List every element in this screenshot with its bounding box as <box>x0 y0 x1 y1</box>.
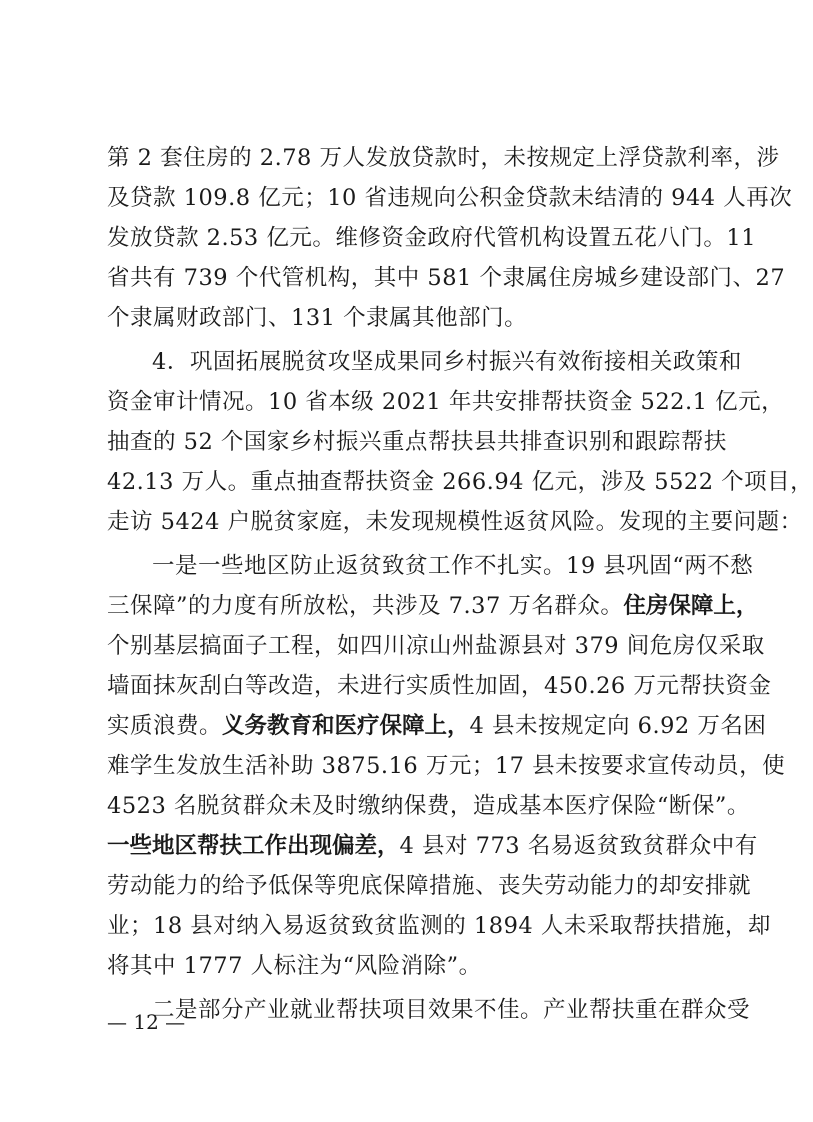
text-line <box>107 178 793 218</box>
text-segment: 个别基层搞面子工程，如四川凉山州盐源县对 379 间危房仅采取 <box>107 633 765 659</box>
text-segment: 4．巩固拓展脱贫攻坚成果同乡村振兴有效衔接相关政策和 <box>152 349 742 375</box>
text-line <box>107 382 785 422</box>
text-segment: 资金审计情况。10 省本级 2021 年共安排帮扶资金 522.1 亿元， <box>107 389 785 415</box>
text-line <box>152 990 751 1030</box>
text-line <box>107 746 786 786</box>
text-segment: 业；18 县对纳入易返贫致贫监测的 1894 人未采取帮扶措施，却 <box>107 913 771 939</box>
text-segment: 42.13 万人。重点抽查帮扶资金 266.94 亿元，涉及 5522 个项目， <box>107 469 813 495</box>
text-line <box>107 706 767 746</box>
text-line <box>107 586 759 626</box>
text-segment: 4523 名脱贫群众未及时缴纳保费，造成基本医疗保险“断保”。 <box>107 793 750 819</box>
text-segment: 墙面抹灰刮白等改造，未进行实质性加固，450.26 万元帮扶资金 <box>107 673 772 699</box>
text-segment: 二是部分产业就业帮扶项目效果不佳。产业帮扶重在群众受 <box>152 997 751 1023</box>
text-line <box>107 298 687 338</box>
text-line <box>107 906 771 946</box>
text-segment: 抽查的 52 个国家乡村振兴重点帮扶县共排查识别和跟踪帮扶 <box>107 429 727 455</box>
text-line <box>152 546 754 586</box>
text-segment: 4 县对 773 名易返贫致贫群众中有 <box>399 833 758 859</box>
text-segment: 发放贷款 2.53 亿元。维修资金政府代管机构设置五花八门。11 <box>107 225 757 251</box>
text-segment: 个隶属财政部门、131 个隶属其他部门。 <box>107 305 528 331</box>
text-segment: 走访 5424 户脱贫家庭，未发现规模性返贫风险。发现的主要问题： <box>107 509 803 535</box>
text-line <box>107 626 765 666</box>
text-line <box>107 946 687 986</box>
text-line <box>107 786 750 826</box>
text-segment: 及贷款 109.8 亿元；10 省违规向公积金贷款未结清的 944 人再次 <box>107 185 793 211</box>
bold-heading-text: 住房保障上， <box>623 593 759 619</box>
text-line <box>107 258 786 298</box>
text-line <box>107 502 803 542</box>
text-line <box>107 462 813 502</box>
text-segment: 劳动能力的给予低保等兜底保障措施、丧失劳动能力的却安排就 <box>107 873 752 899</box>
bold-heading-text: 义务教育和医疗保障上， <box>222 713 470 739</box>
text-line <box>107 866 752 906</box>
text-segment: 三保障”的力度有所放松，共涉及 7.37 万名群众。 <box>107 593 624 619</box>
text-segment: 将其中 1777 人标注为“风险消除”。 <box>107 953 482 979</box>
text-line <box>107 666 772 706</box>
text-line <box>107 218 757 258</box>
text-segment: 实质浪费。 <box>107 713 223 739</box>
text-segment: 省共有 739 个代管机构，其中 581 个隶属住房城乡建设部门、27 <box>107 265 786 291</box>
text-segment: 4 县未按规定向 6.92 万名困 <box>469 713 767 739</box>
text-line <box>152 342 742 382</box>
bold-heading-text: 一些地区帮扶工作出现偏差， <box>107 833 400 859</box>
text-line <box>107 138 780 178</box>
text-line <box>107 826 758 866</box>
text-segment: 一是一些地区防止返贫致贫工作不扎实。19 县巩固“两不愁 <box>152 553 754 579</box>
page-number: — 12 — <box>107 1010 186 1034</box>
text-line <box>107 422 727 462</box>
text-segment: 难学生发放生活补助 3875.16 万元；17 县未按要求宣传动员，使 <box>107 753 786 779</box>
text-segment: 第 2 套住房的 2.78 万人发放贷款时，未按规定上浮贷款利率，涉 <box>107 145 780 171</box>
